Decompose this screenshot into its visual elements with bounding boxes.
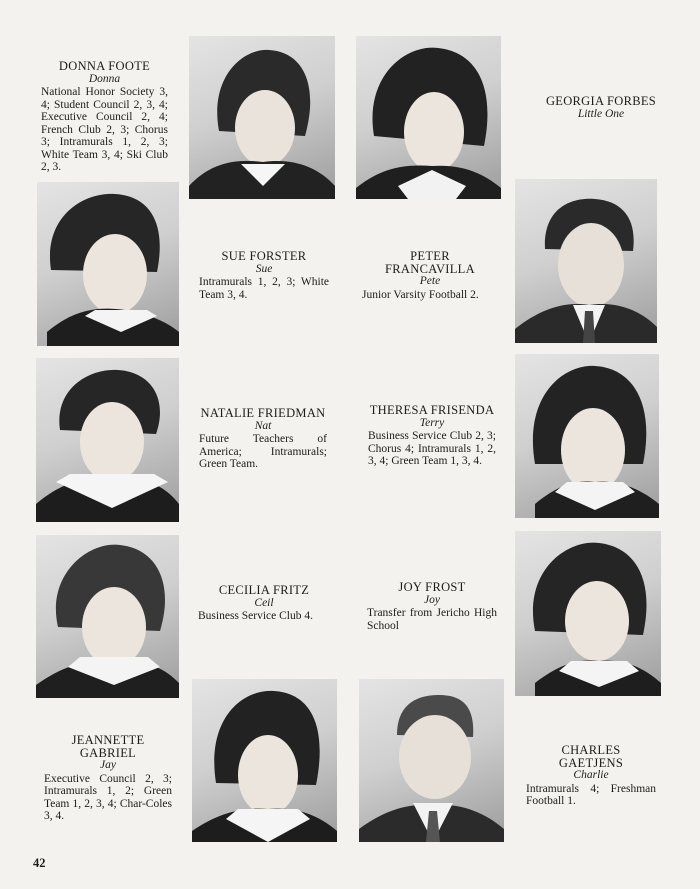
student-activities: Business Service Club 4. [198, 610, 313, 622]
student-name: CECILIA FRITZ [218, 583, 310, 597]
portrait-peter-francavilla [515, 179, 657, 343]
student-activities: Intramurals 1, 2, 3; White Team 3, 4. [199, 276, 329, 301]
student-name: DONNA FOOTE [58, 59, 151, 73]
bio-natalie-friedman [199, 407, 327, 471]
bio-sue-forster [199, 250, 329, 301]
student-activities: Intramurals 4; Freshman Football 1. [526, 782, 656, 807]
portrait-georgia-forbes [356, 36, 501, 199]
bio-theresa-frisenda [368, 404, 496, 468]
bio-cecilia-fritz [198, 584, 330, 623]
bio-joy-frost [367, 581, 497, 632]
student-nickname: Little One [577, 107, 625, 120]
portrait-theresa-frisenda [515, 354, 659, 518]
bio-donna-foote [41, 60, 168, 174]
student-name: GEORGIA FORBES [545, 94, 657, 108]
student-nickname: Nat [254, 419, 272, 432]
student-activities: Transfer from Jericho High School [367, 607, 497, 632]
student-activities: Business Service Club 2, 3; Chorus 4; Intramurals 1, 2, 3, 4; Green Team 1, 3, 4. [368, 430, 496, 467]
portrait-natalie-friedman [36, 358, 179, 522]
bio-georgia-forbes [520, 95, 682, 120]
student-name: NATALIE FRIEDMAN [200, 406, 326, 420]
portrait-cecilia-fritz [36, 535, 179, 698]
student-activities: Executive Council 2, 3; Intramurals 1, 2; Green Team 1, 2, 3, 4; Char-Coles 3, 4. [44, 772, 172, 822]
bio-charles-gaetjens [526, 744, 656, 808]
student-name: JOY FROST [398, 580, 466, 594]
bio-peter-francavilla [362, 250, 498, 301]
student-activities: Junior Varsity Football 2. [362, 288, 479, 301]
portrait-charles-gaetjens [359, 679, 504, 842]
student-activities: Future Teachers of America; Intramurals; Green Team. [199, 433, 327, 470]
portrait-joy-frost [515, 531, 661, 696]
student-nickname: Jay [100, 759, 116, 771]
student-name: SUE FORSTER [221, 249, 307, 263]
bio-jeannette-gabriel [44, 734, 172, 823]
student-name-last: GAETJENS [558, 755, 624, 770]
student-nickname: Charlie [573, 769, 609, 781]
portrait-sue-forster [37, 182, 179, 346]
student-name-first: PETER [410, 249, 450, 263]
student-nickname: Ceil [254, 596, 274, 609]
student-name-first: CHARLES [561, 743, 621, 757]
student-nickname: Pete [419, 275, 441, 287]
student-nickname: Joy [424, 593, 440, 606]
portrait-jeannette-gabriel [192, 679, 337, 842]
student-name-first: JEANNETTE [71, 733, 145, 747]
student-activities: National Honor Society 3, 4; Student Council 2, 3, 4; Executive Council 2, 4; French Club 2, 3; Chorus 3; Intramurals 1, 2, 3; White Team 3, 4; Ski Club 2, 3. [41, 86, 168, 173]
page-number: 42 [33, 856, 46, 870]
portrait-donna-foote [189, 36, 335, 199]
student-name: THERESA FRISENDA [369, 403, 495, 417]
student-nickname: Donna [88, 72, 121, 85]
student-nickname: Terry [419, 416, 445, 429]
student-name-last: GABRIEL [79, 745, 137, 760]
student-name-last: FRANCAVILLA [385, 261, 475, 276]
student-nickname: Sue [255, 262, 273, 275]
